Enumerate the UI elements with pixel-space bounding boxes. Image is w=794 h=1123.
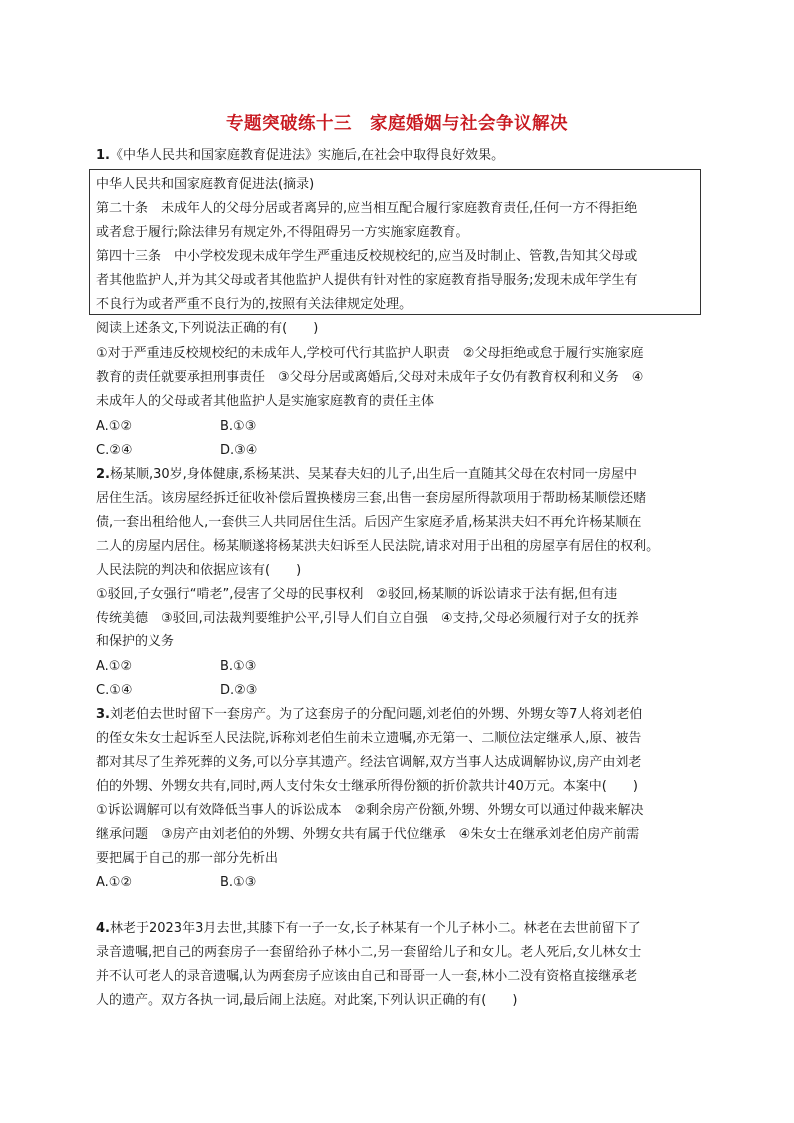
law-excerpt-line: 或者怠于履行;除法律另有规定外,不得阻碍另一方实施家庭教育。 — [96, 225, 469, 240]
question-3-line: 伯的外甥、外甥女共有,同时,两人支付朱女士继承所得份额的折价款共计40万元。本案中( ) — [96, 779, 638, 794]
law-excerpt-line: 中华人民共和国家庭教育促进法(摘录) — [96, 177, 315, 192]
option-d: D.③④ — [220, 443, 258, 458]
option-d: D.②③ — [220, 683, 258, 698]
question-2-line: 2.杨某顺,30岁,身体健康,系杨某洪、吴某春夫妇的儿子,出生后一直随其父母在农村同一房屋中 — [96, 467, 638, 482]
question-stem: 阅读上述条文,下列说法正确的有( ) — [96, 321, 319, 336]
option-c: C.②④ — [96, 443, 133, 458]
question-2-line: ①驳回,子女强行“啃老”,侵害了父母的民事权利 ②驳回,杨某顺的诉讼请求于法有据,但有违 — [96, 587, 618, 602]
question-2-line: 和保护的义务 — [96, 634, 175, 649]
question-2-line: 居住生活。该房屋经拆迁征收补偿后置换楼房三套,出售一套房屋所得款项用于帮助杨某顺偿还赌 — [96, 491, 647, 506]
question-4-line: 人的遗产。双方各执一词,最后闹上法庭。对此案,下列认识正确的有( ) — [96, 993, 518, 1008]
option-b: B.①③ — [220, 659, 257, 674]
question-number: 1. — [96, 148, 110, 163]
question-3-line: ①诉讼调解可以有效降低当事人的诉讼成本 ②剩余房产份额,外甥、外甥女可以通过仲裁来解决 — [96, 803, 644, 818]
question-number: 4. — [96, 921, 110, 936]
law-excerpt-line: 第四十三条 中小学校发现未成年学生严重违反校规校纪的,应当及时制止、管教,告知其父母或 — [96, 249, 638, 264]
question-statement-line: ①对于严重违反校规校纪的未成年人,学校可代行其监护人职责 ②父母拒绝或怠于履行实施家庭 — [96, 346, 644, 361]
option-b: B.①③ — [220, 875, 257, 890]
option-a: A.①② — [96, 659, 133, 674]
page-title: 专题突破练十三 家庭婚姻与社会争议解决 — [226, 114, 568, 134]
option-b: B.①③ — [220, 419, 257, 434]
question-number: 3. — [96, 707, 110, 722]
law-excerpt-line: 者其他监护人,并为其父母或者其他监护人提供有针对性的家庭教育指导服务;发现未成年学生有 — [96, 273, 638, 288]
question-3-line: 的侄女朱女士起诉至人民法院,诉称刘老伯生前未立遗嘱,亦无第一、二顺位法定继承人,原、被告 — [96, 731, 642, 746]
question-statement-line: 未成年人的父母或者其他监护人是实施家庭教育的责任主体 — [96, 394, 435, 409]
question-number: 2. — [96, 467, 110, 482]
question-1-intro: 1.《中华人民共和国家庭教育促进法》实施后,在社会中取得良好效果。 — [96, 148, 505, 163]
question-statement-line: 教育的责任就要承担刑事责任 ③父母分居或离婚后,父母对未成年子女仍有教育权利和义务 ④ — [96, 370, 644, 385]
question-3-line: 3.刘老伯去世时留下一套房产。为了这套房子的分配问题,刘老伯的外甥、外甥女等7人将刘老伯 — [96, 707, 643, 722]
option-a: A.①② — [96, 419, 133, 434]
question-4-line: 并不认可老人的录音遗嘱,认为两套房子应该由自己和哥哥一人一套,林小二没有资格直接继承老 — [96, 969, 638, 984]
question-4-line: 4.林老于2023年3月去世,其膝下有一子一女,长子林某有一个儿子林小二。林老在去世前留下了 — [96, 921, 641, 936]
question-3-line: 都对其尽了生养死葬的义务,可以分享其遗产。经法官调解,双方当事人达成调解协议,房产由刘老 — [96, 755, 642, 770]
option-a: A.①② — [96, 875, 133, 890]
law-excerpt-line: 第二十条 未成年人的父母分居或者离异的,应当相互配合履行家庭教育责任,任何一方不得拒绝 — [96, 201, 638, 216]
option-c: C.①④ — [96, 683, 133, 698]
question-3-line: 要把属于自己的那一部分先析出 — [96, 851, 279, 866]
law-excerpt-line: 不良行为或者严重不良行为的,按照有关法律规定处理。 — [96, 297, 413, 312]
question-2-line: 人民法院的判决和依据应该有( ) — [96, 563, 302, 578]
question-2-line: 二人的房屋内居住。杨某顺遂将杨某洪夫妇诉至人民法院,请求对用于出租的房屋享有居住的权利。 — [96, 539, 660, 554]
question-3-line: 继承问题 ③房产由刘老伯的外甥、外甥女共有属于代位继承 ④朱女士在继承刘老伯房产前需 — [96, 827, 640, 842]
question-2-line: 债,一套出租给他人,一套供三人共同居住生活。后因产生家庭矛盾,杨某洪夫妇不再允许杨某顺在 — [96, 515, 642, 530]
question-4-line: 录音遗嘱,把自己的两套房子一套留给孙子林小二,另一套留给儿子和女儿。老人死后,女儿林女士 — [96, 945, 642, 960]
question-2-line: 传统美德 ③驳回,司法裁判要维护公平,引导人们自立自强 ④支持,父母必须履行对子女的抚养 — [96, 611, 639, 626]
